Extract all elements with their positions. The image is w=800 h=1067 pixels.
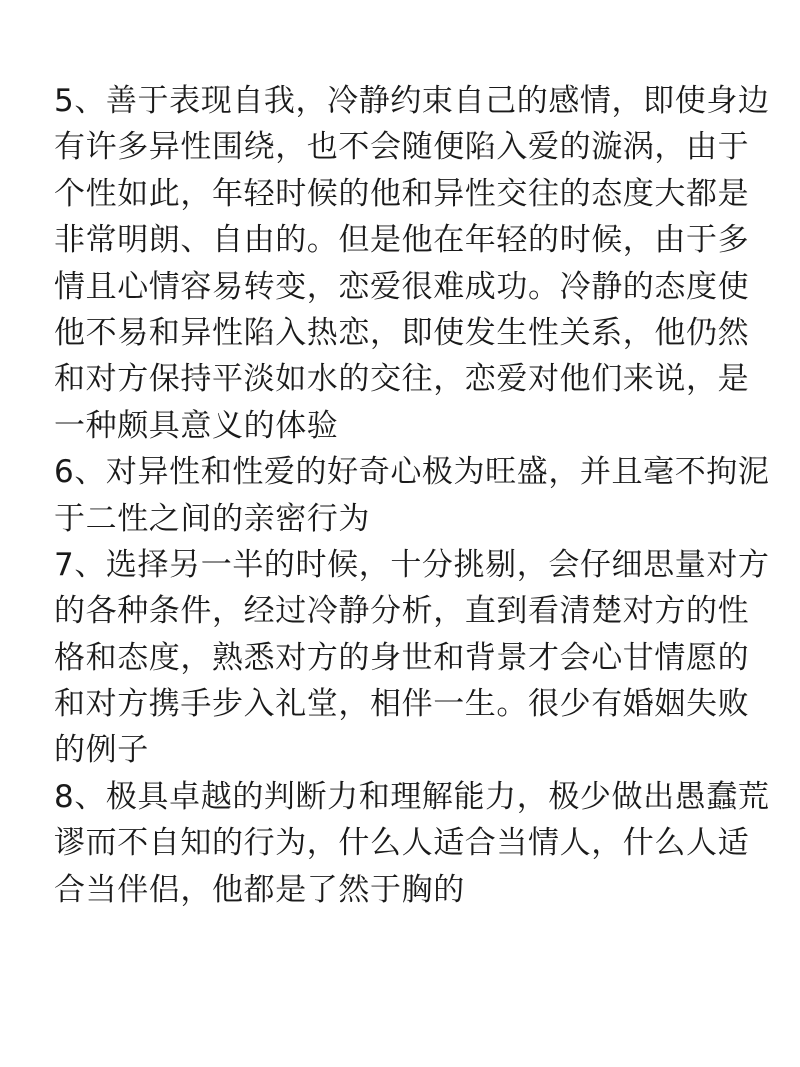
text-line: 8、极具卓越的判断力和理解能力，极少做出愚蠢荒 xyxy=(54,778,770,815)
text-line: 他不易和异性陷入热恋，即使发生性关系，他仍然 xyxy=(54,314,750,351)
text-line: 的各种条件，经过冷静分析，直到看清楚对方的性 xyxy=(54,593,750,630)
text-line: 非常明朗、自由的。但是他在年轻的时候，由于多 xyxy=(54,222,750,259)
text-line: 谬而不自知的行为，什么人适合当情人，什么人适 xyxy=(54,825,750,862)
text-line: 7、选择另一半的时候，十分挑剔，会仔细思量对方 xyxy=(54,546,770,583)
text-line: 6、对异性和性爱的好奇心极为旺盛，并且毫不拘泥 xyxy=(54,454,770,491)
text-line: 情且心情容易转变，恋爱很难成功。冷静的态度使 xyxy=(54,268,750,305)
article-text xyxy=(54,78,770,913)
text-line: 于二性之间的亲密行为 xyxy=(54,500,370,537)
text-line: 有许多异性围绕，也不会随便陷入爱的漩涡，由于 xyxy=(54,129,750,166)
text-line: 一种颇具意义的体验 xyxy=(54,407,339,444)
text-line: 和对方携手步入礼堂，相伴一生。很少有婚姻失败 xyxy=(54,686,750,723)
text-line: 5、善于表现自我，冷静约束自己的感情，即使身边 xyxy=(54,83,770,119)
text-line: 合当伴侣，他都是了然于胸的 xyxy=(54,871,465,908)
text-line: 和对方保持平淡如水的交往，恋爱对他们来说，是 xyxy=(54,361,750,398)
text-line: 格和态度，熟悉对方的身世和背景才会心甘情愿的 xyxy=(54,639,750,676)
text-line: 的例子 xyxy=(54,732,149,769)
text-line: 个性如此，年轻时候的他和异性交往的态度大都是 xyxy=(54,175,750,212)
